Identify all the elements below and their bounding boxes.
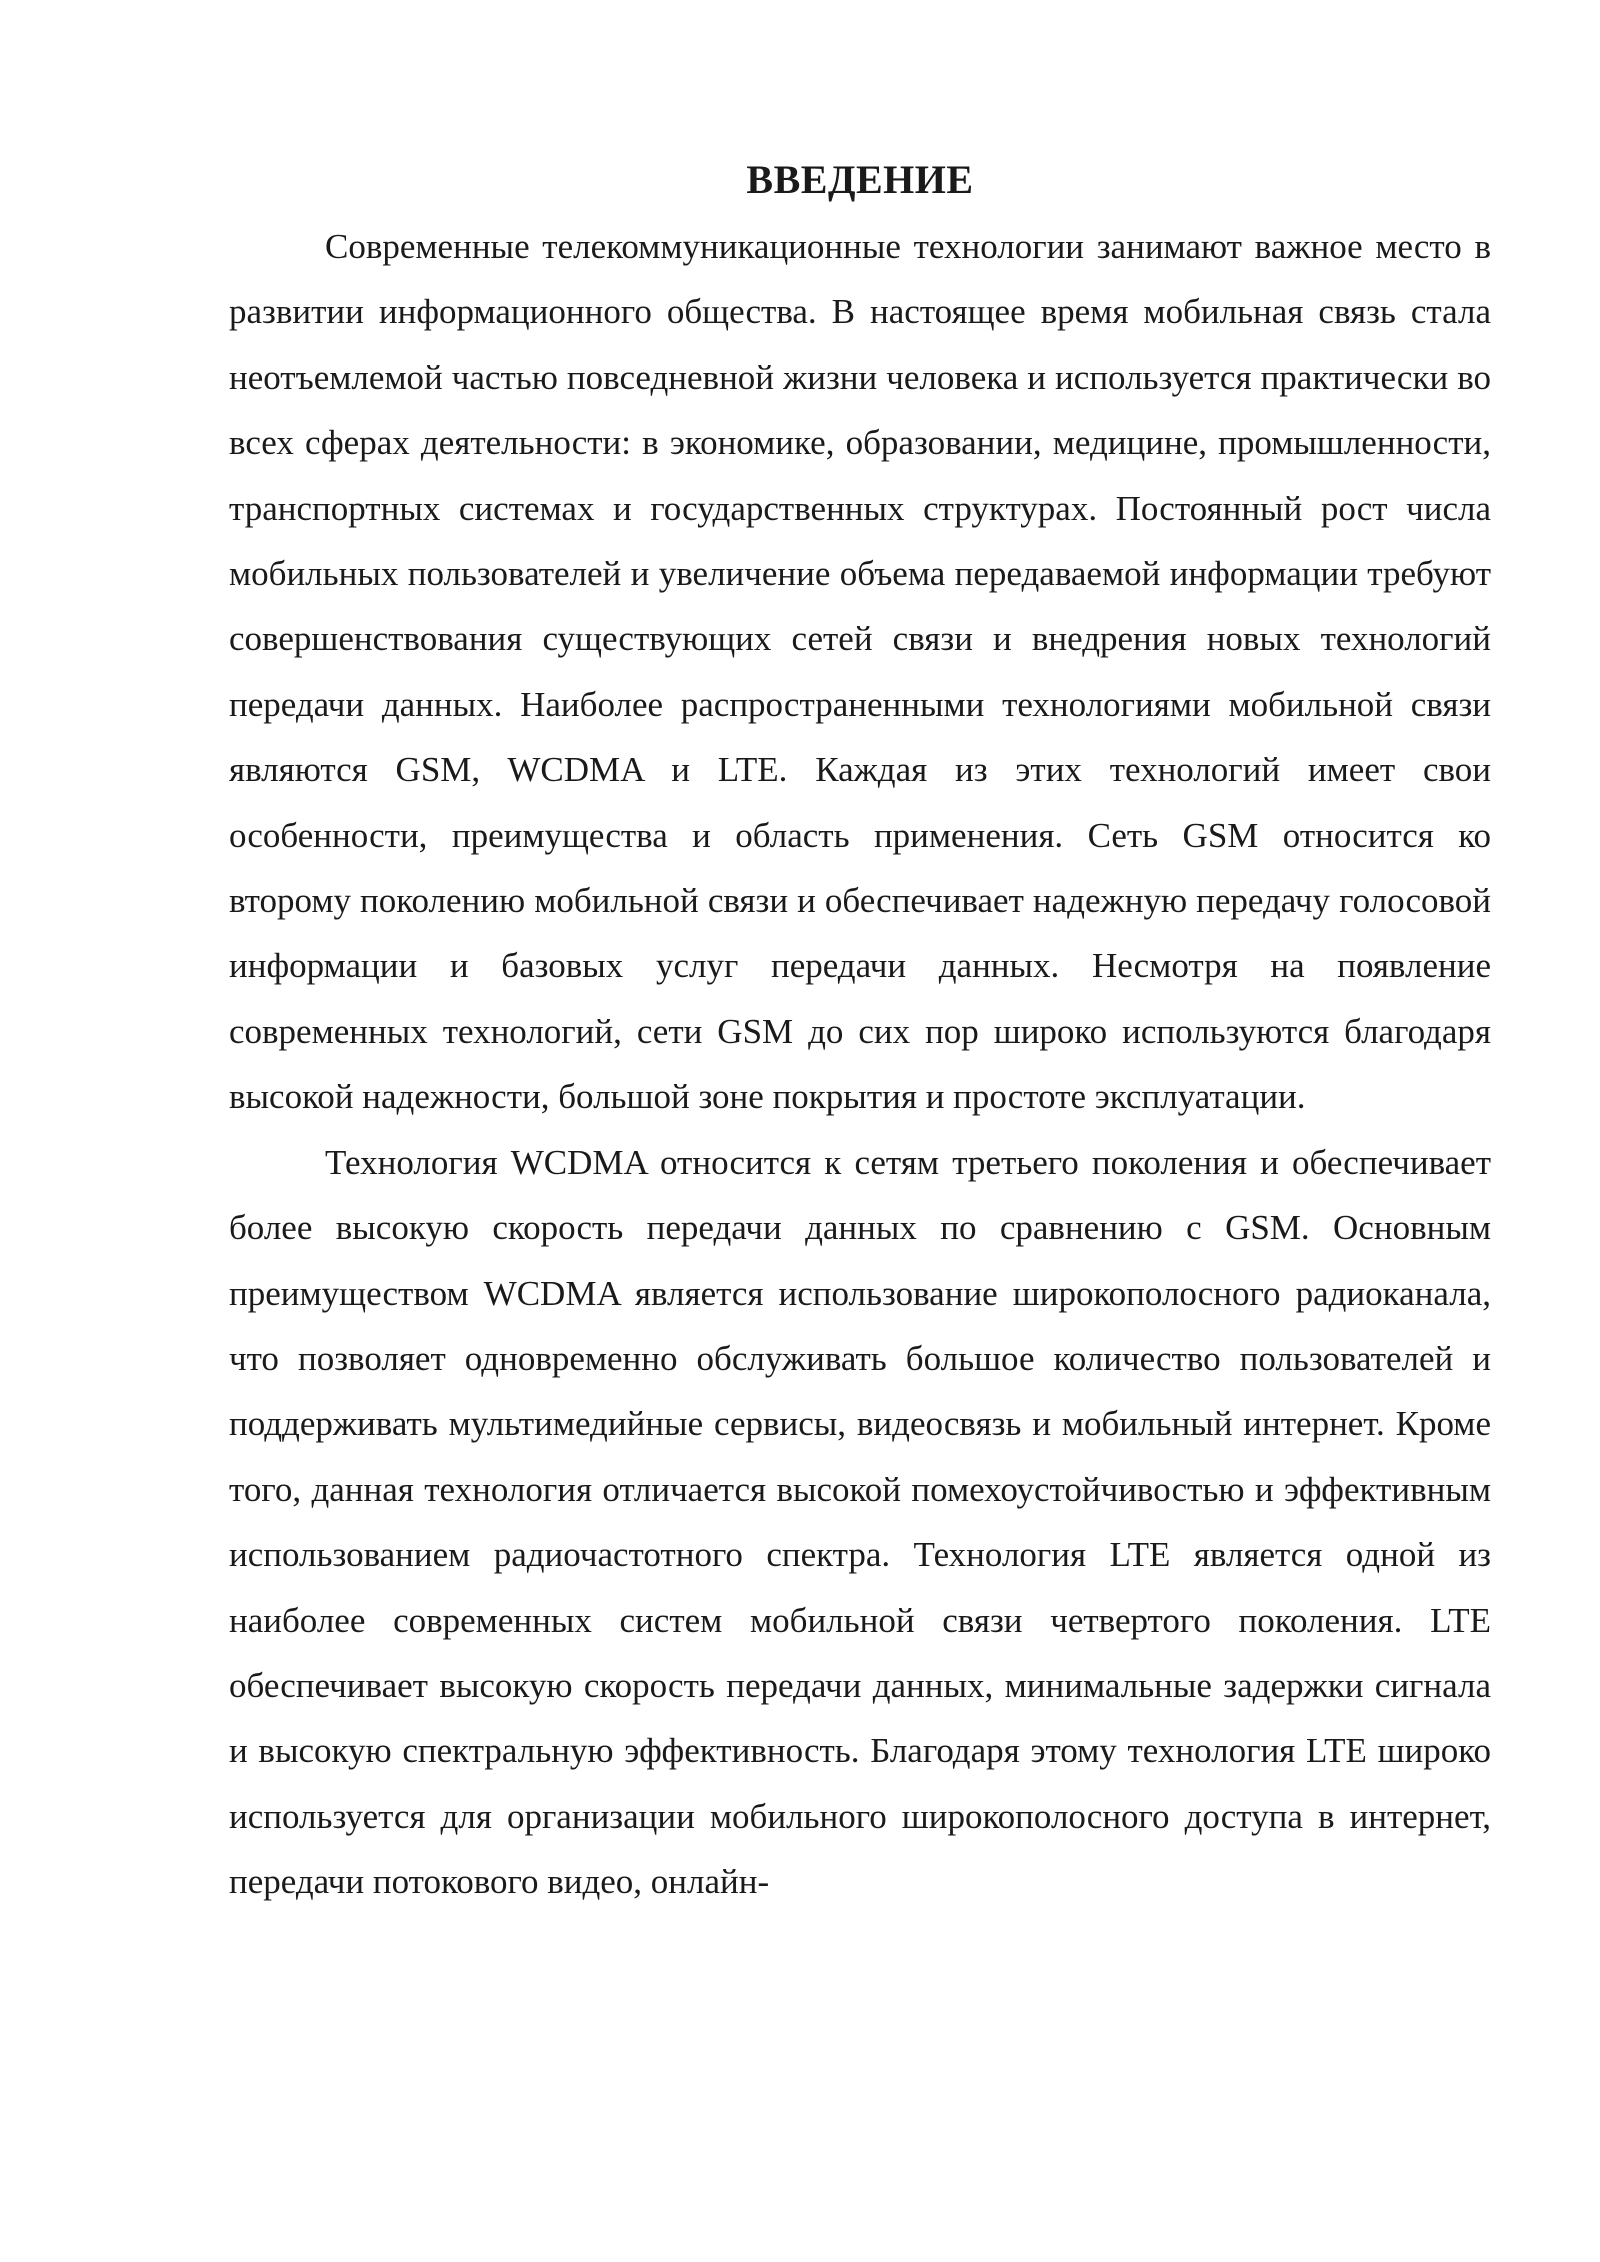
paragraph-2: Технология WCDMA относится к сетям третьего поколения и обеспечивает более высокую скорость передачи данных по сравнению с GSM. Основным преимуществом WCDMA является использование широкополосного радиоканала, что позволяет одновременно обслуживать большое количество пользователей и поддерживать мультимедийные сервисы, видеосвязь и мобильный интернет. Кроме того, данная технология отличается высокой помехоустойчивостью и эффективным использованием радиочастотного спектра. Технология LTE является одной из наиболее современных систем мобильной связи четвертого поколения. LTE обеспечивает высокую скорость передачи данных, минимальные задержки сигнала и высокую спектральную эффективность. Благодаря этому технология LTE широко используется для организации мобильного широкополосного доступа в интернет, передачи потокового видео, онлайн- bbox=[229, 1142, 1491, 1902]
page-content bbox=[229, 148, 1491, 1915]
paragraph-1: Современные телекоммуникационные технологии занимают важное место в развитии информационного общества. В настоящее время мобильная связь стала неотъемлемой частью повседневной жизни человека и используется практически во всех сферах деятельности: в экономике, образовании, медицине, промышленности, транспортных системах и государственных структурах. Постоянный рост числа мобильных пользователей и увеличение объема передаваемой информации требуют совершенствования существующих сетей связи и внедрения новых технологий передачи данных. Наиболее распространенными технологиями мобильной связи являются GSM, WCDMA и LTE. Каждая из этих технологий имеет свои особенности, преимущества и область применения. Сеть GSM относится ко второму поколению мобильной связи и обеспечивает надежную передачу голосовой информации и базовых услуг передачи данных. Несмотря на появление современных технологий, сети GSM до сих пор широко используются благодаря высокой надежности, большой зоне покрытия и простоте эксплуатации. bbox=[229, 227, 1491, 1117]
section-heading: ВВЕДЕНИЕ bbox=[746, 157, 974, 202]
